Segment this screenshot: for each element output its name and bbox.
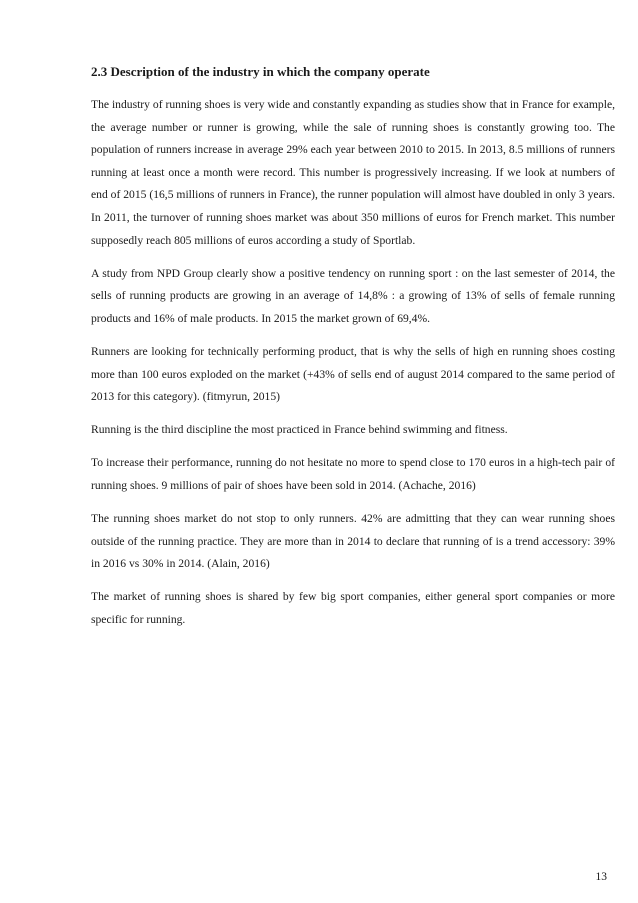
paragraph-performance-spending: To increase their performance, running do not hesitate no more to spend close to 170 euros in a high-tech pair of running shoes. 9 millions of pair of shoes have been sold in 2014. (Achache, 2016) — [91, 456, 615, 492]
paragraph-third-discipline: Running is the third discipline the most practiced in France behind swimming and fitness. — [91, 423, 508, 437]
section-heading: 2.3 Description of the industry in which the company operate — [91, 64, 430, 79]
paragraph-beyond-runners: The running shoes market do not stop to only runners. 42% are admitting that they can wear running shoes outside of the running practice. They are more than in 2014 to declare that running of is a trend accessory: 39% in 2016 vs 30% in 2014. (Alain, 2016) — [91, 512, 615, 571]
page-content — [91, 62, 615, 642]
page-number: 13 — [595, 871, 607, 883]
paragraph-industry-overview: The industry of running shoes is very wide and constantly expanding as studies show that in France for example, the average number or runner is growing, while the sale of running shoes is constantly growing too. The population of runners increase in average 29% each year between 2010 to 2015. In 2013, 8.5 millions of runners running at least once a month were record. This number is progressively increasing. If we look at numbers of end of 2015 (16,5 millions of runners in France), the runner population will almost have doubled in only 3 years. In 2011, the turnover of running shoes market was about 350 millions of euros for French market. This number supposedly reach 805 millions of euros according a study of Sportlab. — [91, 98, 615, 247]
paragraph-market-share: The market of running shoes is shared by few big sport companies, either general sport companies or more specific for running. — [91, 590, 615, 626]
paragraph-technical-products: Runners are looking for technically performing product, that is why the sells of high en running shoes costing more than 100 euros exploded on the market (+43% of sells end of august 2014 compared to the same period of 2013 for this category). (fitmyrun, 2015) — [91, 344, 615, 404]
paragraph-npd-study: A study from NPD Group clearly show a positive tendency on running sport : on the last semester of 2014, the sells of running products are growing in an average of 14,8% : a growing of 13% of sells of female running products and 16% of male products. In 2015 the market grown of 69,4%. — [91, 266, 615, 325]
